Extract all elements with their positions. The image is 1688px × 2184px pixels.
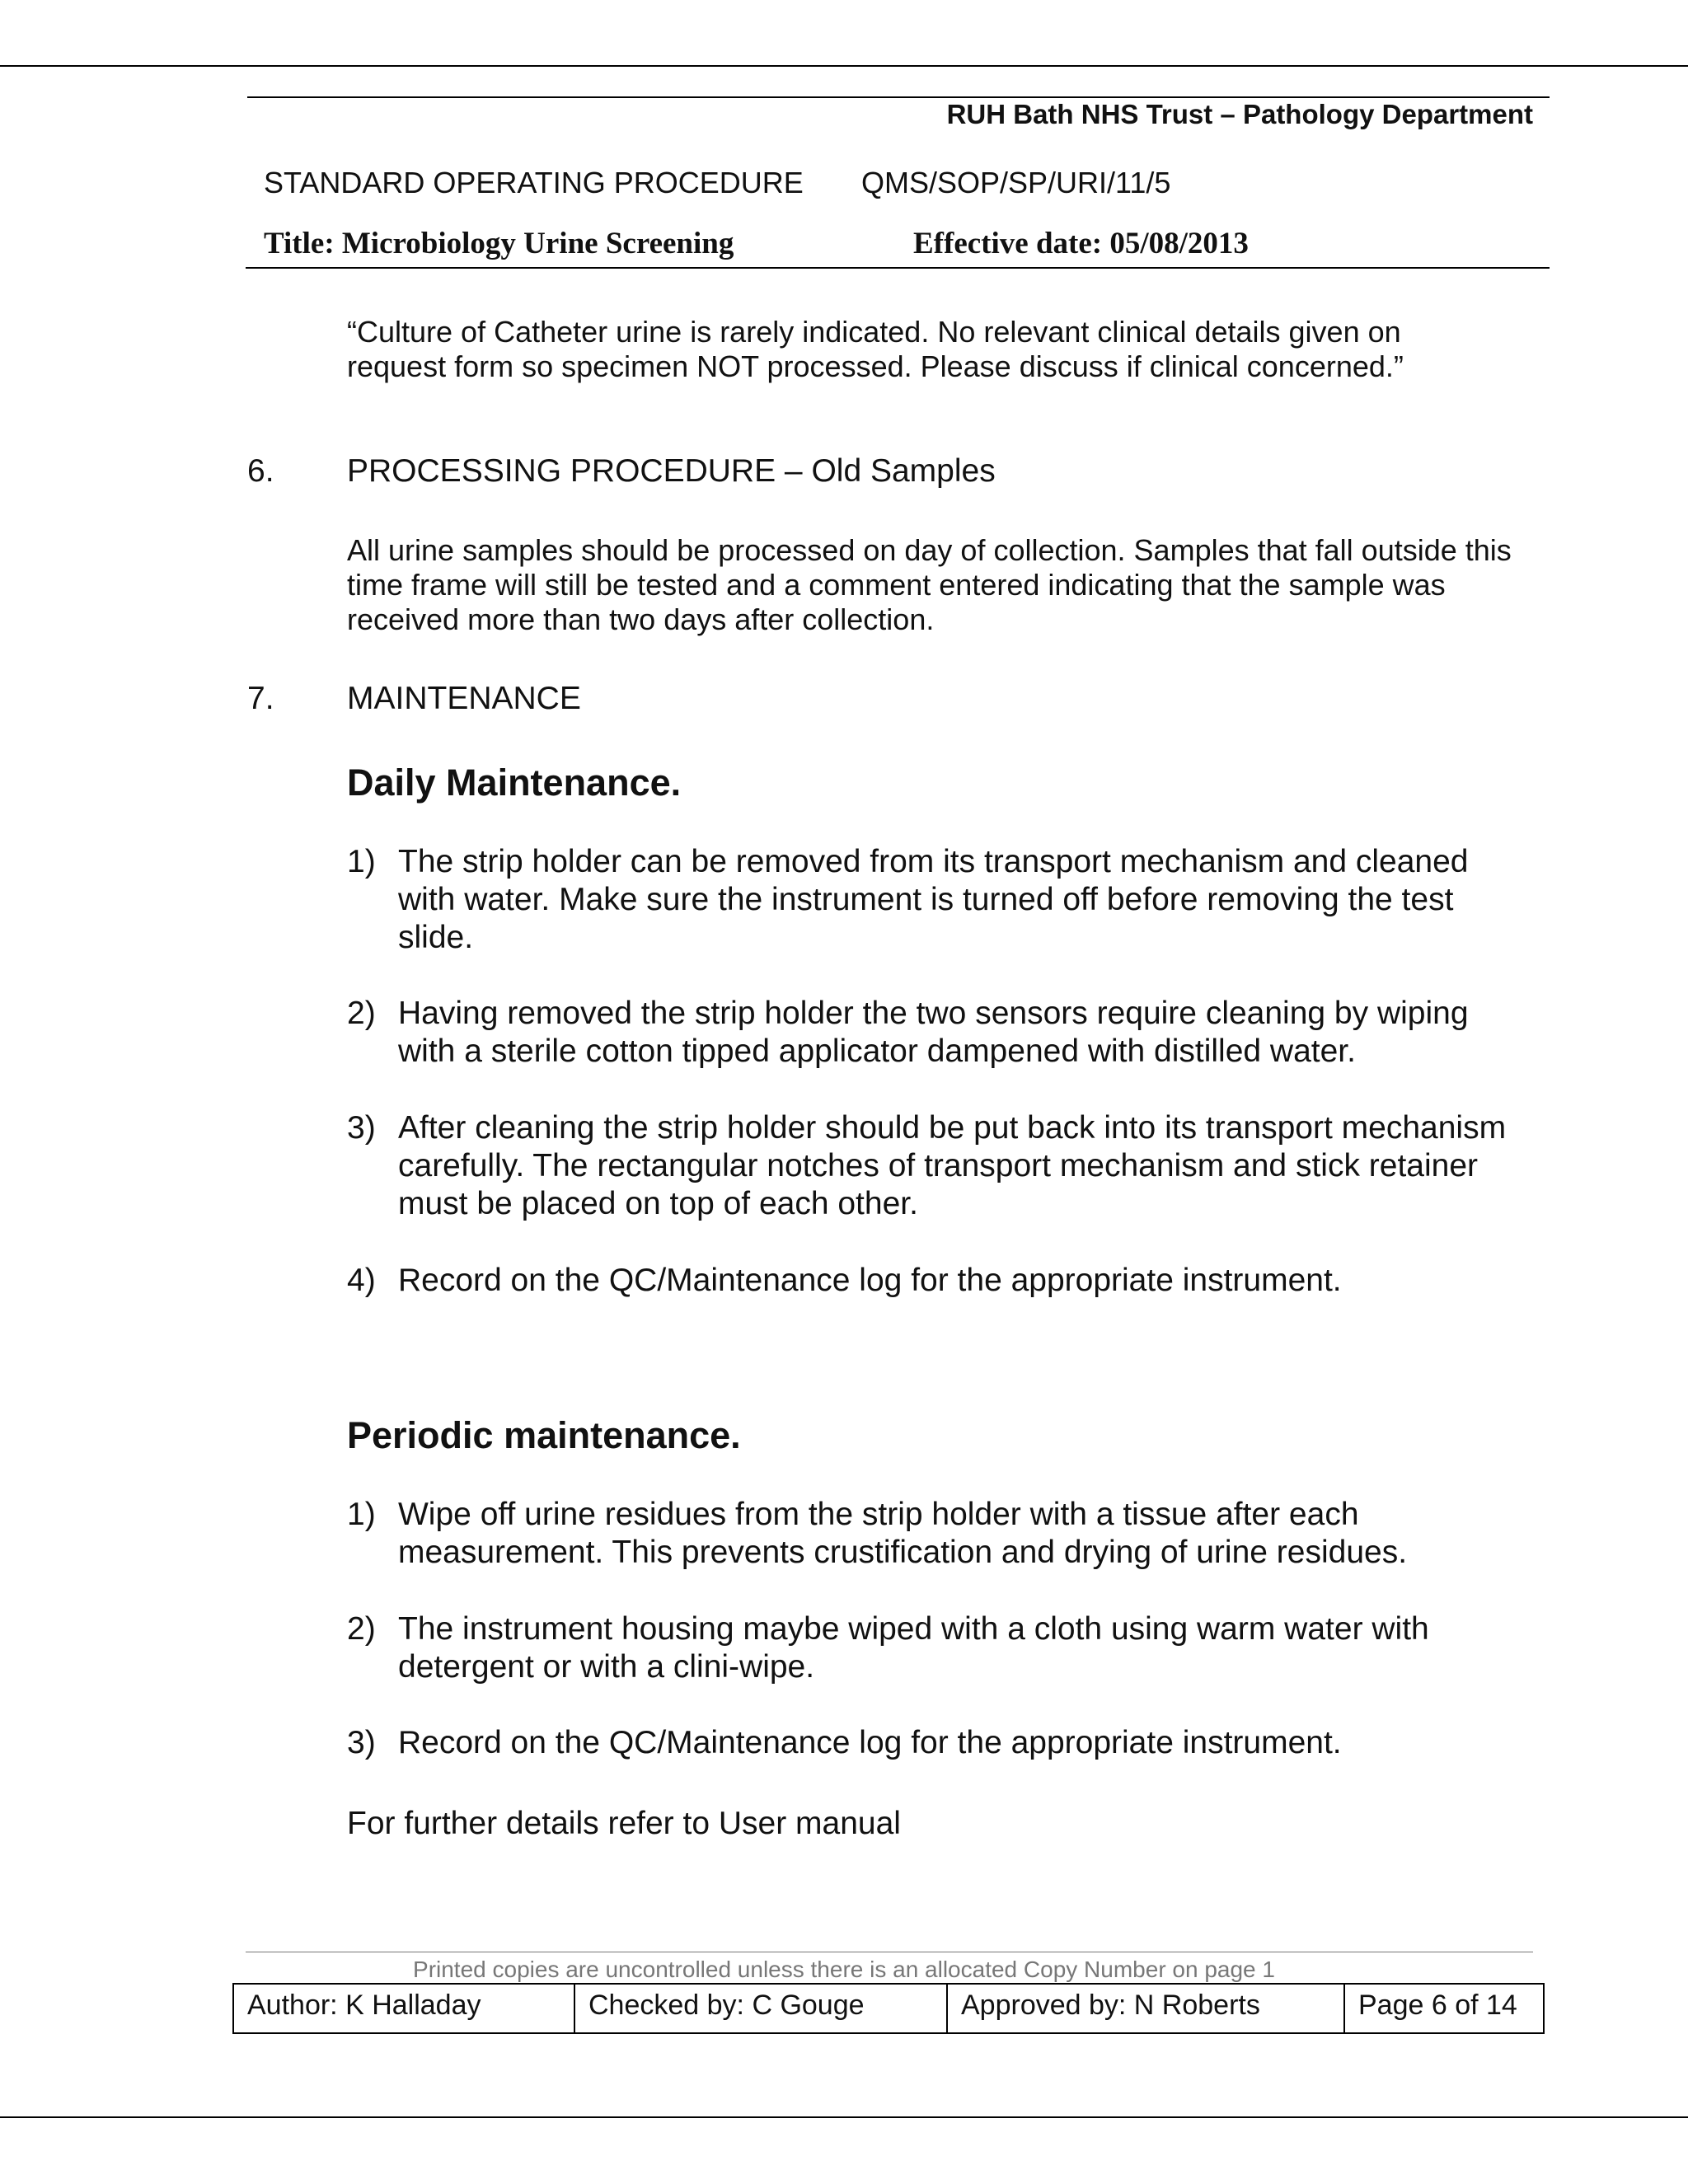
periodic-maintenance-heading: Periodic maintenance. [347, 1414, 741, 1456]
list-item [347, 843, 1517, 957]
daily-maintenance-heading: Daily Maintenance. [347, 762, 682, 804]
page-top-rule [0, 65, 1688, 67]
list-item-number: 1) [347, 1497, 376, 1532]
list-item-text: The instrument housing maybe wiped with a cloth using warm water with detergent or with a clini-wipe. [398, 1611, 1429, 1685]
list-item-number: 2) [347, 1611, 376, 1647]
list-item-text: After cleaning the strip holder should be put back into its transport mechanism carefully. The rectangular notches of transport mechanism and stick retainer must be placed on top of each other. [398, 1110, 1507, 1221]
list-item-number: 3) [347, 1110, 376, 1146]
section-6-body: All urine samples should be processed on day of collection. Samples that fall outside this time frame will still be tested and a comment entered indicating that the sample was received more than two days after collection. [347, 533, 1512, 636]
header-bottom-rule [246, 267, 1550, 269]
footer-author: Author: K Halladay [233, 1984, 574, 2033]
section-7-title: MAINTENANCE [347, 681, 581, 716]
further-details: For further details refer to User manual [347, 1806, 901, 1841]
list-item [347, 1109, 1517, 1223]
list-item-number: 1) [347, 844, 376, 879]
intro-quote: “Culture of Catheter urine is rarely indicated. No relevant clinical details given on request form so specimen NOT processed. Please discuss if clinical concerned.” [347, 315, 1404, 383]
list-item-number: 3) [347, 1725, 376, 1760]
header-top-rule [247, 96, 1550, 98]
organisation-name: RUH Bath NHS Trust – Pathology Department [946, 99, 1533, 129]
footer-note: Printed copies are uncontrolled unless there is an allocated Copy Number on page 1 [413, 1957, 1275, 1982]
list-item [347, 1724, 1517, 1762]
list-item [347, 1262, 1517, 1300]
page-bottom-rule [0, 2116, 1688, 2118]
footer-checked-by: Checked by: C Gouge [574, 1984, 947, 2033]
section-6-number: 6. [247, 453, 274, 489]
doc-type: STANDARD OPERATING PROCEDURE [264, 166, 804, 199]
effective-date: Effective date: 05/08/2013 [913, 227, 1249, 260]
section-6-title: PROCESSING PROCEDURE – Old Samples [347, 453, 996, 489]
list-item [347, 1610, 1517, 1686]
list-item-text: Record on the QC/Maintenance log for the appropriate instrument. [398, 1725, 1342, 1760]
list-item-text: Wipe off urine residues from the strip holder with a tissue after each measurement. This prevents crustification and drying of urine residues. [398, 1497, 1408, 1570]
footer-approved-by: Approved by: N Roberts [947, 1984, 1344, 2033]
doc-title: Title: Microbiology Urine Screening [264, 227, 734, 260]
section-7-number: 7. [247, 681, 274, 716]
list-item-number: 2) [347, 996, 376, 1031]
doc-ref: QMS/SOP/SP/URI/11/5 [861, 166, 1171, 199]
footer-table [232, 1983, 1545, 2034]
footer-page-number: Page 6 of 14 [1344, 1984, 1544, 2033]
list-item-number: 4) [347, 1263, 376, 1298]
list-item [347, 1496, 1517, 1572]
list-item-text: Record on the QC/Maintenance log for the appropriate instrument. [398, 1263, 1342, 1298]
list-item-text: The strip holder can be removed from its transport mechanism and cleaned with water. Make sure the instrument is turned off before removing the test slide. [398, 844, 1469, 955]
list-item [347, 995, 1517, 1071]
list-item-text: Having removed the strip holder the two sensors require cleaning by wiping with a sterile cotton tipped applicator dampened with distilled water. [398, 996, 1469, 1069]
